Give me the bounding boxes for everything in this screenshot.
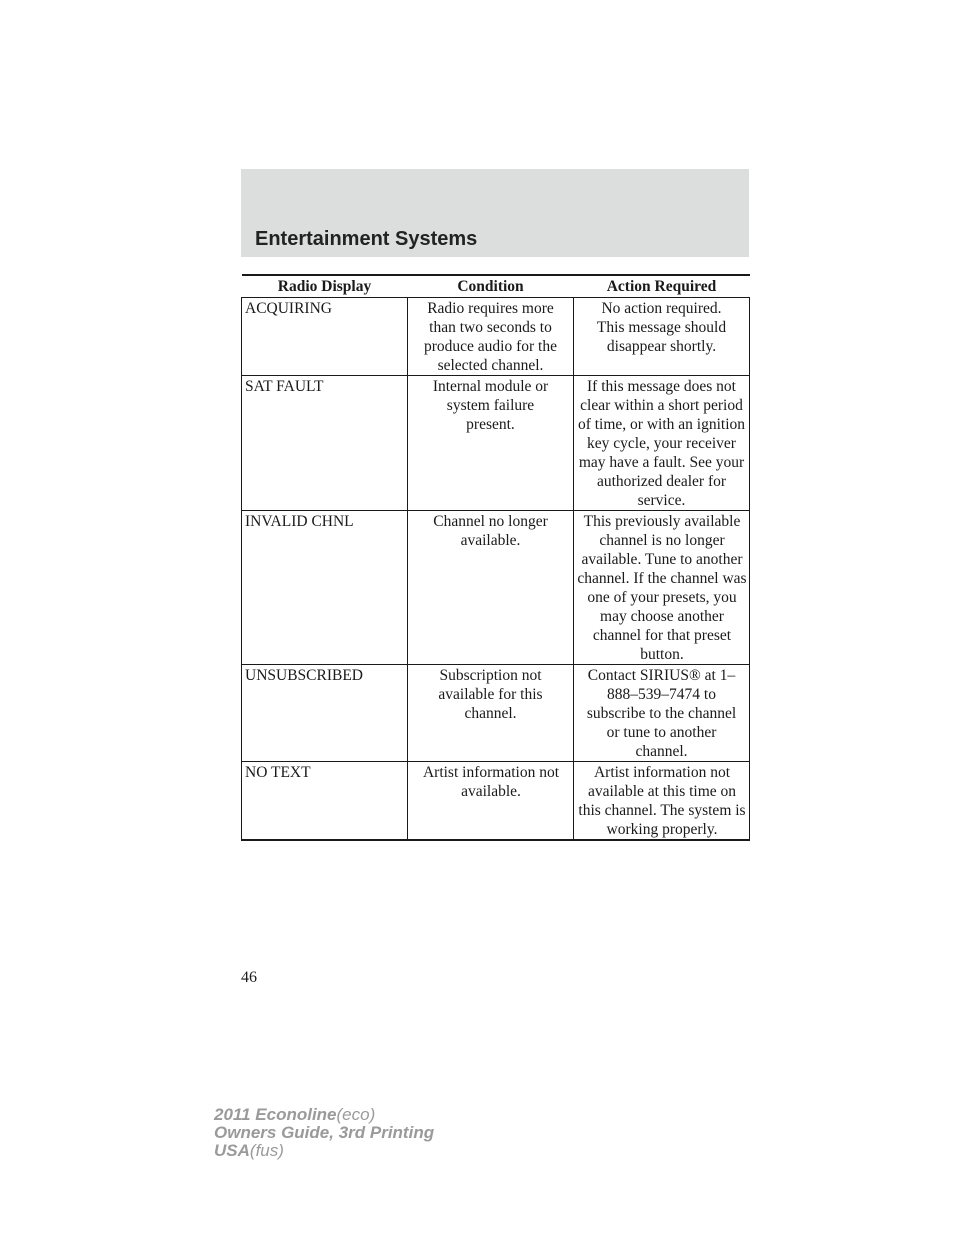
table-row — [242, 665, 750, 762]
column-header-radio-display: Radio Display — [277, 278, 372, 295]
condition-cell — [408, 762, 574, 841]
radio-display-cell: NO TEXT — [242, 762, 408, 841]
section-header-band — [241, 169, 749, 257]
table-row — [242, 376, 750, 511]
footer-guide: Owners Guide, 3rd Printing — [214, 1123, 435, 1142]
footer-line-region — [214, 1142, 434, 1160]
action-cell — [574, 376, 750, 511]
document-footer — [214, 1106, 434, 1160]
radio-display-cell: INVALID CHNL — [242, 511, 408, 665]
footer-region-code: (fus) — [249, 1141, 284, 1160]
condition-text: Channel no longer available. — [433, 513, 548, 549]
footer-model-code: (eco) — [336, 1105, 376, 1124]
footer-line-model — [214, 1106, 434, 1124]
condition-cell — [408, 511, 574, 665]
footer-line-guide — [214, 1124, 434, 1142]
condition-text: Subscription not available for this channel. — [438, 667, 543, 722]
action-cell — [574, 511, 750, 665]
action-text: Artist information not available at this time on this channel. The system is working properly. — [578, 764, 746, 838]
action-cell — [574, 762, 750, 841]
radio-display-table-container — [241, 274, 749, 841]
action-text: No action required. This message should disappear shortly. — [596, 300, 727, 355]
table-header-row — [242, 275, 750, 298]
radio-display-table — [241, 274, 750, 841]
radio-display-cell: ACQUIRING — [242, 298, 408, 376]
table-row — [242, 298, 750, 376]
action-text: This previously available channel is no longer available. Tune to another channel. If the channel was one of your presets, you may choose another channel for that preset button. — [577, 513, 747, 663]
page-number: 46 — [241, 969, 257, 986]
action-cell — [574, 298, 750, 376]
condition-cell — [408, 298, 574, 376]
action-cell — [574, 665, 750, 762]
footer-model: 2011 Econoline — [214, 1105, 337, 1124]
table-row — [242, 511, 750, 665]
column-header-action-required: Action Required — [606, 278, 717, 295]
action-text: Contact SIRIUS® at 1–888–539–7474 to subscribe to the channel or tune to another channel. — [586, 667, 737, 760]
table-row — [242, 762, 750, 841]
condition-text: Internal module or system failure present. — [432, 378, 549, 433]
section-title: Entertainment Systems — [255, 228, 478, 250]
radio-display-cell: SAT FAULT — [242, 376, 408, 511]
condition-text: Radio requires more than two seconds to produce audio for the selected channel. — [424, 300, 557, 374]
condition-cell — [408, 376, 574, 511]
condition-cell — [408, 665, 574, 762]
radio-display-cell: UNSUBSCRIBED — [242, 665, 408, 762]
column-header-condition: Condition — [457, 278, 524, 295]
condition-text: Artist information not available. — [422, 764, 560, 800]
action-text: If this message does not clear within a short period of time, or with an ignition key cycle, your receiver may have a fault. See your authorized dealer for service. — [577, 378, 746, 509]
footer-region: USA — [214, 1141, 250, 1160]
